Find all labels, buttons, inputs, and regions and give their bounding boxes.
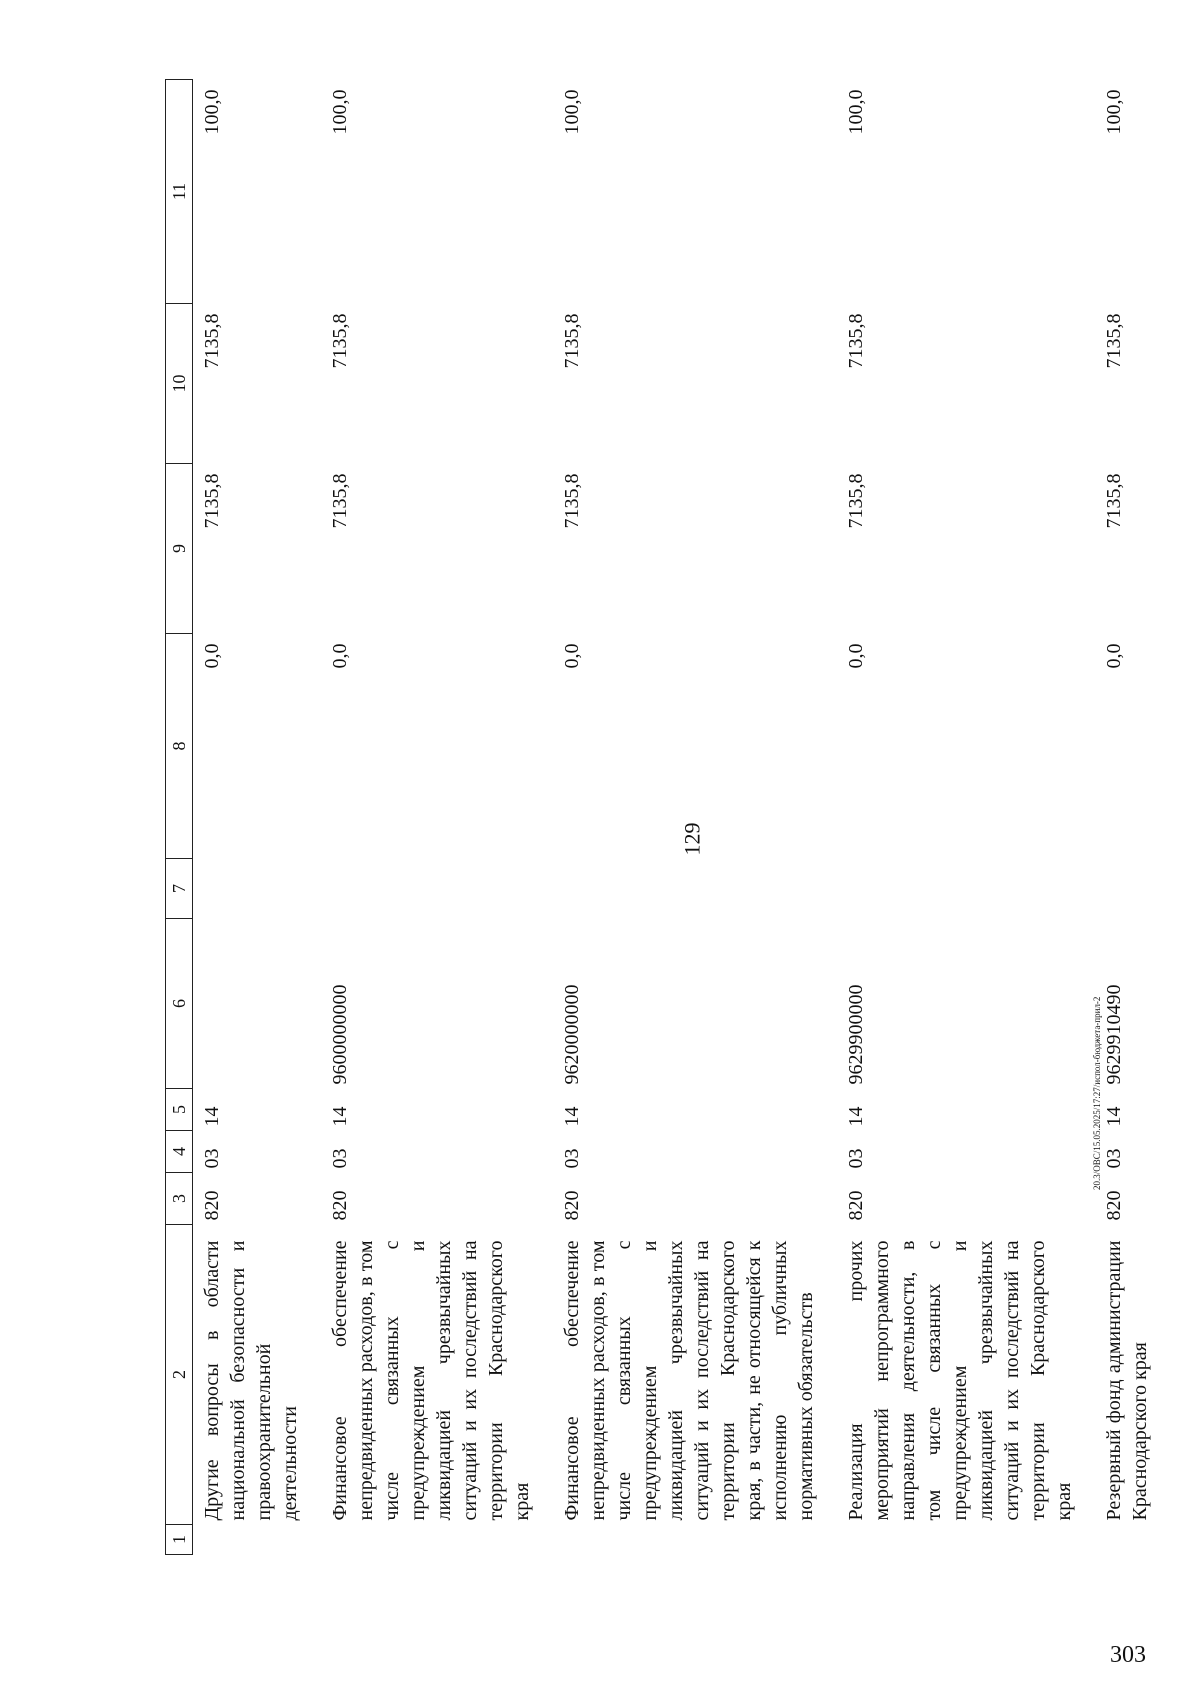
cell-c11: 100,0 xyxy=(329,89,351,135)
cell-c10: 7135,8 xyxy=(845,313,867,369)
cell-c4: 03 xyxy=(329,1148,351,1169)
cell-c5: 14 xyxy=(329,1106,351,1127)
cell-c7 xyxy=(553,859,837,919)
cell-c6: 9600000000 xyxy=(329,984,351,1085)
cell-c3: 820 xyxy=(1103,1190,1125,1221)
cell-c8: 0,0 xyxy=(845,643,867,669)
column-header: 2 xyxy=(166,1225,193,1525)
cell-c7 xyxy=(1095,859,1171,919)
column-header: 5 xyxy=(166,1089,193,1131)
table-row xyxy=(837,80,1095,1555)
cell-c9: 7135,8 xyxy=(561,473,583,529)
column-header: 4 xyxy=(166,1131,193,1173)
cell-c11: 100,0 xyxy=(201,89,223,135)
table-row xyxy=(553,80,837,1555)
cell-c10: 7135,8 xyxy=(561,313,583,369)
cell-c6: 9629910490 xyxy=(1103,984,1125,1085)
page-number-top: 129 xyxy=(679,822,705,856)
budget-table xyxy=(165,79,1171,1555)
row-name: Другие вопросы в области национальной безопасности и правоохранительной деятельности xyxy=(201,1240,301,1521)
cell-c4: 03 xyxy=(845,1148,867,1169)
cell-c7 xyxy=(321,859,553,919)
column-header: 8 xyxy=(166,634,193,859)
page-number-bottom: 303 xyxy=(1110,1642,1146,1668)
cell-c3: 820 xyxy=(201,1190,223,1221)
table-row xyxy=(1095,80,1171,1555)
cell-c5: 14 xyxy=(845,1106,867,1127)
cell-c4: 03 xyxy=(1103,1148,1125,1169)
cell-c6: 9629900000 xyxy=(845,984,867,1085)
cell-c3: 820 xyxy=(845,1190,867,1221)
cell-c9: 7135,8 xyxy=(329,473,351,529)
table-header-row xyxy=(166,80,193,1555)
table-row xyxy=(193,80,322,1555)
row-name: Резервный фонд администрации Краснодарского края xyxy=(1103,1240,1151,1521)
cell-c8: 0,0 xyxy=(201,643,223,669)
cell-c11: 100,0 xyxy=(561,89,583,135)
row-name: Финансовое обеспечение непредвиденных расходов, в том числе связанных с предупреждением и ликвидацией чрезвычайных ситуаций и их последствий на территории Краснодарского края xyxy=(329,1240,533,1521)
cell-c6: 9620000000 xyxy=(561,984,583,1085)
cell-c10: 7135,8 xyxy=(329,313,351,369)
footer-document-code: 20.3/ОВС/15.05.2025/17:27/испол-бюджета-прил-2 xyxy=(1092,996,1102,1190)
row-name: Финансовое обеспечение непредвиденных расходов, в том числе связанных с предупреждением и ликвидацией чрезвычайных ситуаций и их последствий на территории Краснодарского края, в части, не относящейся к исполнению публичных нормативных обязательств xyxy=(561,1240,817,1521)
column-header: 6 xyxy=(166,919,193,1089)
table-row xyxy=(321,80,553,1555)
column-header: 1 xyxy=(166,1525,193,1555)
cell-c10: 7135,8 xyxy=(201,313,223,369)
row-name: Реализация прочих мероприятий непрограммного направления деятельности, в том числе связанных с предупреждением и ликвидацией чрезвычайных ситуаций и их последствий на территории Краснодарского края xyxy=(845,1240,1075,1521)
cell-c3: 820 xyxy=(329,1190,351,1221)
cell-c5: 14 xyxy=(201,1106,223,1127)
cell-c11: 100,0 xyxy=(1103,89,1125,135)
cell-c7 xyxy=(193,859,322,919)
cell-c9: 7135,8 xyxy=(201,473,223,529)
cell-c5: 14 xyxy=(561,1106,583,1127)
cell-c4: 03 xyxy=(561,1148,583,1169)
cell-c9: 7135,8 xyxy=(1103,473,1125,529)
cell-c11: 100,0 xyxy=(845,89,867,135)
column-header: 3 xyxy=(166,1173,193,1225)
cell-c7 xyxy=(837,859,1095,919)
cell-c8: 0,0 xyxy=(1103,643,1125,669)
cell-c4: 03 xyxy=(201,1148,223,1169)
column-header: 11 xyxy=(166,80,193,304)
cell-c6 xyxy=(193,919,322,1089)
cell-c3: 820 xyxy=(561,1190,583,1221)
column-header: 9 xyxy=(166,464,193,634)
column-header: 7 xyxy=(166,859,193,919)
cell-c8: 0,0 xyxy=(561,643,583,669)
column-header: 10 xyxy=(166,304,193,464)
cell-c10: 7135,8 xyxy=(1103,313,1125,369)
cell-c9: 7135,8 xyxy=(845,473,867,529)
cell-c5: 14 xyxy=(1103,1106,1125,1127)
cell-c8: 0,0 xyxy=(329,643,351,669)
